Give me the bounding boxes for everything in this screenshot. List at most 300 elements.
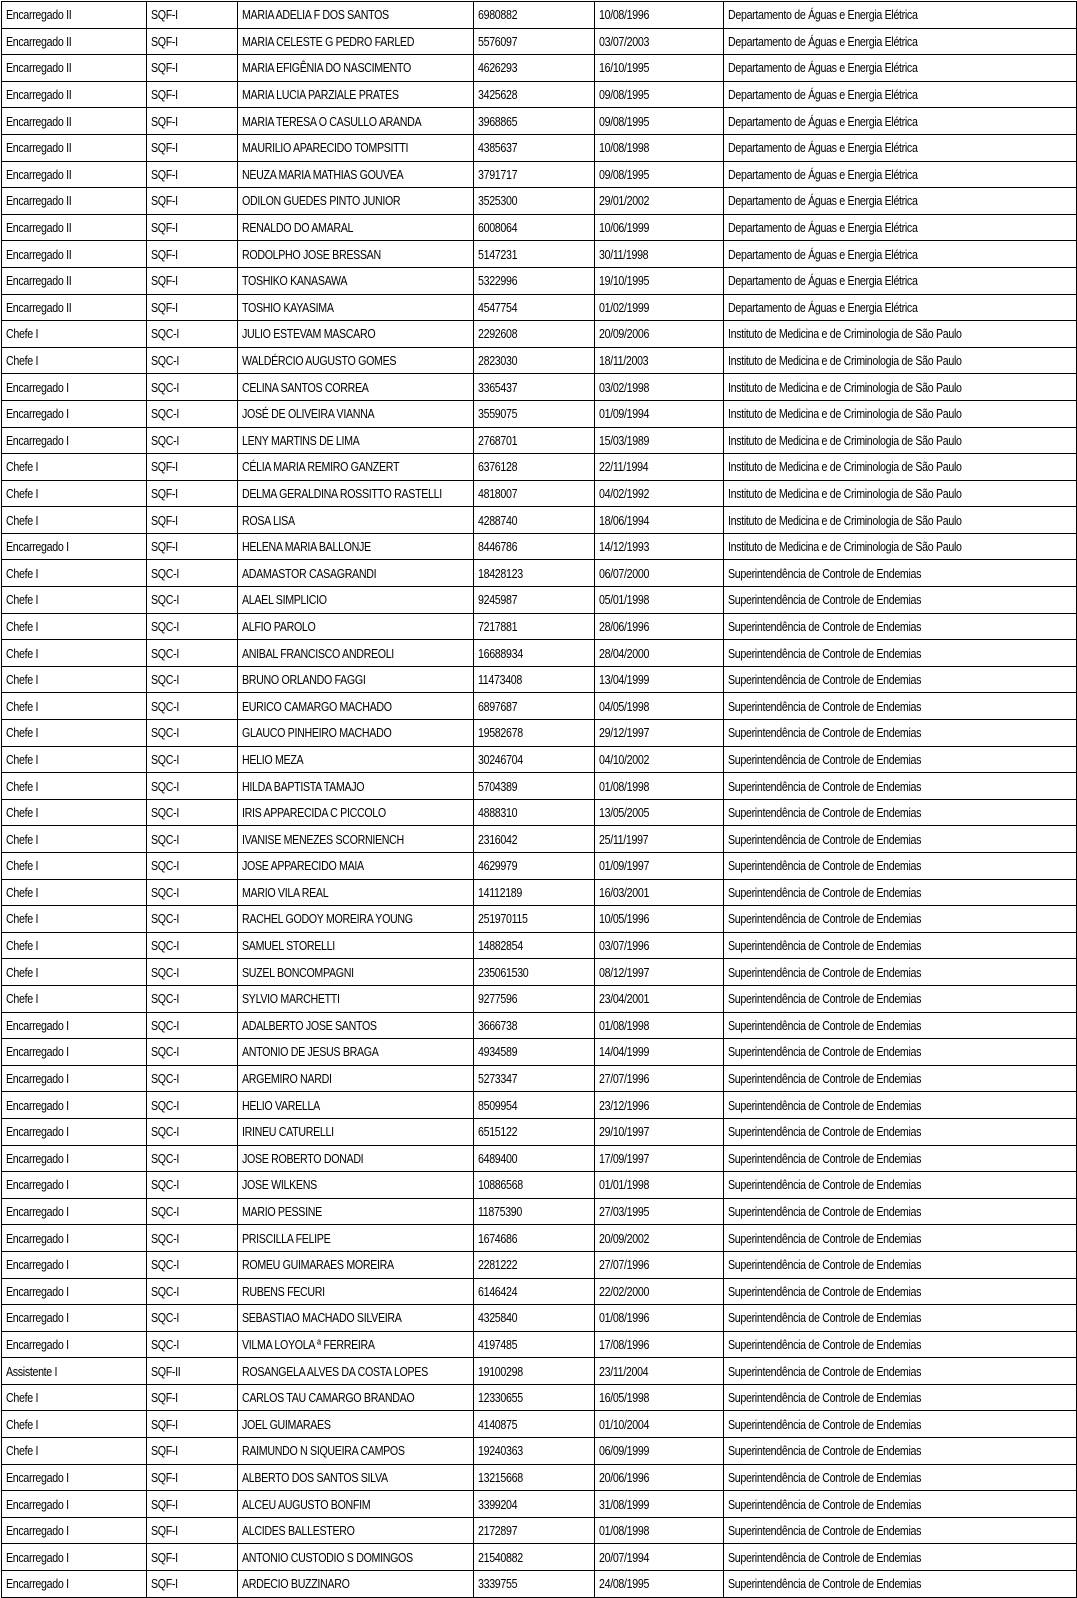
orgao-cell-text: Departamento de Águas e Energia Elétrica — [728, 7, 918, 23]
nome-cell-text: JOSÉ DE OLIVEIRA VIANNA — [242, 406, 375, 422]
data-cell — [595, 1198, 724, 1225]
referencia-cell — [147, 188, 238, 215]
data-cell — [595, 587, 724, 614]
nome-cell — [238, 1491, 474, 1518]
table-row — [2, 587, 1077, 614]
nome-cell — [238, 1544, 474, 1571]
orgao-cell — [724, 560, 1077, 587]
orgao-cell — [724, 427, 1077, 454]
table-row — [2, 1172, 1077, 1199]
referencia-cell — [147, 1517, 238, 1544]
data-cell — [595, 1145, 724, 1172]
rg-cell — [474, 1172, 595, 1199]
referencia-cell-text: SQF-I — [151, 1496, 178, 1512]
orgao-cell — [724, 1225, 1077, 1252]
nome-cell — [238, 879, 474, 906]
orgao-cell-text: Superintendência de Controle de Endemias — [728, 1469, 922, 1485]
rg-cell-text: 18428123 — [478, 565, 523, 581]
cargo-cell — [2, 1278, 147, 1305]
rg-cell — [474, 773, 595, 800]
referencia-cell-text: SQC-I — [151, 1017, 179, 1033]
orgao-cell-text: Instituto de Medicina e de Criminologia de São Paulo — [728, 459, 962, 475]
nome-cell — [238, 959, 474, 986]
cargo-cell — [2, 81, 147, 108]
data-cell-text: 16/03/2001 — [599, 884, 650, 900]
nome-cell — [238, 1065, 474, 1092]
nome-cell-text: IVANISE MENEZES SCORNIENCH — [242, 831, 404, 847]
data-cell — [595, 1039, 724, 1066]
cargo-cell-text: Chefe I — [6, 672, 39, 688]
cargo-cell-text: Chefe I — [6, 485, 39, 501]
table-row — [2, 2, 1077, 29]
data-cell — [595, 1118, 724, 1145]
cargo-cell — [2, 1464, 147, 1491]
referencia-cell-text: SQC-I — [151, 565, 179, 581]
table-row — [2, 826, 1077, 853]
nome-cell — [238, 400, 474, 427]
table-row — [2, 188, 1077, 215]
nome-cell — [238, 1039, 474, 1066]
referencia-cell-text: SQC-I — [151, 1283, 179, 1299]
cargo-cell-text: Chefe I — [6, 512, 39, 528]
orgao-cell-text: Superintendência de Controle de Endemias — [728, 1576, 922, 1592]
nome-cell — [238, 1464, 474, 1491]
orgao-cell-text: Departamento de Águas e Energia Elétrica — [728, 246, 918, 262]
table-row — [2, 1571, 1077, 1598]
referencia-cell-text: SQC-I — [151, 884, 179, 900]
nome-cell — [238, 427, 474, 454]
orgao-cell-text: Superintendência de Controle de Endemias — [728, 1310, 922, 1326]
data-cell — [595, 214, 724, 241]
referencia-cell-text: SQC-I — [151, 1071, 179, 1087]
orgao-cell — [724, 746, 1077, 773]
cargo-cell — [2, 640, 147, 667]
referencia-cell-text: SQC-I — [151, 379, 179, 395]
data-cell-text: 14/04/1999 — [599, 1044, 650, 1060]
data-cell-text: 10/05/1996 — [599, 911, 650, 927]
table-row — [2, 720, 1077, 747]
rg-cell-text: 3666738 — [478, 1017, 518, 1033]
rg-cell — [474, 374, 595, 401]
rg-cell — [474, 1358, 595, 1385]
cargo-cell-text: Encarregado I — [6, 1230, 69, 1246]
data-cell — [595, 906, 724, 933]
referencia-cell — [147, 1305, 238, 1332]
referencia-cell — [147, 55, 238, 82]
orgao-cell-text: Superintendência de Controle de Endemias — [728, 565, 922, 581]
data-cell-text: 13/04/1999 — [599, 672, 650, 688]
referencia-cell — [147, 613, 238, 640]
nome-cell-text: PRISCILLA FELIPE — [242, 1230, 331, 1246]
orgao-cell — [724, 799, 1077, 826]
orgao-cell-text: Superintendência de Controle de Endemias — [728, 1124, 922, 1140]
nome-cell-text: RACHEL GODOY MOREIRA YOUNG — [242, 911, 413, 927]
referencia-cell-text: SQF-I — [151, 7, 178, 23]
referencia-cell-text: SQC-I — [151, 1336, 179, 1352]
rg-cell — [474, 560, 595, 587]
nome-cell — [238, 906, 474, 933]
data-cell — [595, 1278, 724, 1305]
rg-cell-text: 6489400 — [478, 1150, 518, 1166]
data-cell-text: 22/11/1994 — [599, 459, 649, 475]
data-cell — [595, 826, 724, 853]
nome-cell-text: SYLVIO MARCHETTI — [242, 991, 340, 1007]
nome-cell — [238, 108, 474, 135]
orgao-cell — [724, 1464, 1077, 1491]
nome-cell-text: CELINA SANTOS CORREA — [242, 379, 369, 395]
orgao-cell — [724, 55, 1077, 82]
cargo-cell — [2, 427, 147, 454]
referencia-cell-text: SQC-I — [151, 964, 179, 980]
nome-cell-text: SAMUEL STORELLI — [242, 938, 335, 954]
referencia-cell — [147, 1145, 238, 1172]
data-cell — [595, 28, 724, 55]
orgao-cell-text: Instituto de Medicina e de Criminologia de São Paulo — [728, 485, 962, 501]
nome-cell — [238, 1225, 474, 1252]
cargo-cell-text: Chefe I — [6, 858, 39, 874]
data-cell — [595, 374, 724, 401]
referencia-cell-text: SQF-I — [151, 1469, 178, 1485]
nome-cell-text: MARIO VILA REAL — [242, 884, 329, 900]
cargo-cell — [2, 1198, 147, 1225]
orgao-cell — [724, 959, 1077, 986]
table-body — [2, 2, 1077, 1598]
rg-cell — [474, 507, 595, 534]
referencia-cell-text: SQF-I — [151, 60, 178, 76]
referencia-cell-text: SQF-I — [151, 1390, 178, 1406]
nome-cell-text: HELIO MEZA — [242, 751, 304, 767]
rg-cell — [474, 1118, 595, 1145]
referencia-cell-text: SQC-I — [151, 831, 179, 847]
data-cell — [595, 1065, 724, 1092]
rg-cell-text: 6515122 — [478, 1124, 518, 1140]
data-cell-text: 09/08/1995 — [599, 113, 650, 129]
rg-cell — [474, 1039, 595, 1066]
rg-cell — [474, 294, 595, 321]
nome-cell-text: RENALDO DO AMARAL — [242, 220, 354, 236]
cargo-cell-text: Encarregado I — [6, 1150, 69, 1166]
data-cell — [595, 134, 724, 161]
orgao-cell — [724, 267, 1077, 294]
orgao-cell — [724, 1544, 1077, 1571]
rg-cell-text: 21540882 — [478, 1549, 523, 1565]
nome-cell-text: TOSHIO KAYASIMA — [242, 299, 334, 315]
orgao-cell-text: Superintendência de Controle de Endemias — [728, 672, 922, 688]
referencia-cell-text: SQC-I — [151, 1204, 179, 1220]
rg-cell-text: 4547754 — [478, 299, 518, 315]
nome-cell — [238, 188, 474, 215]
rg-cell — [474, 1092, 595, 1119]
nome-cell-text: ROSA LISA — [242, 512, 295, 528]
rg-cell-text: 11473408 — [478, 672, 523, 688]
rg-cell-text: 14882854 — [478, 938, 523, 954]
nome-cell — [238, 347, 474, 374]
nome-cell-text: MARIO PESSINE — [242, 1204, 322, 1220]
data-cell-text: 20/09/2002 — [599, 1230, 650, 1246]
data-cell-text: 18/11/2003 — [599, 353, 649, 369]
rg-cell-text: 12330655 — [478, 1390, 523, 1406]
table-row — [2, 454, 1077, 481]
orgao-cell — [724, 1039, 1077, 1066]
nome-cell-text: CÉLIA MARIA REMIRO GANZERT — [242, 459, 400, 475]
cargo-cell-text: Encarregado I — [6, 1496, 69, 1512]
orgao-cell — [724, 1118, 1077, 1145]
nome-cell-text: HELENA MARIA BALLONJE — [242, 539, 371, 555]
orgao-cell — [724, 294, 1077, 321]
cargo-cell-text: Chefe I — [6, 618, 39, 634]
rg-cell-text: 2281222 — [478, 1257, 518, 1273]
table-row — [2, 799, 1077, 826]
referencia-cell — [147, 161, 238, 188]
rg-cell — [474, 55, 595, 82]
orgao-cell — [724, 693, 1077, 720]
referencia-cell — [147, 640, 238, 667]
orgao-cell-text: Superintendência de Controle de Endemias — [728, 1097, 922, 1113]
rg-cell-text: 5273347 — [478, 1071, 518, 1087]
referencia-cell — [147, 241, 238, 268]
referencia-cell-text: SQF-I — [151, 220, 178, 236]
orgao-cell-text: Superintendência de Controle de Endemias — [728, 1204, 922, 1220]
data-cell — [595, 188, 724, 215]
data-cell — [595, 959, 724, 986]
nome-cell-text: SEBASTIAO MACHADO SILVEIRA — [242, 1310, 402, 1326]
nome-cell — [238, 214, 474, 241]
referencia-cell-text: SQC-I — [151, 326, 179, 342]
data-cell-text: 08/12/1997 — [599, 964, 650, 980]
rg-cell-text: 3365437 — [478, 379, 518, 395]
data-cell — [595, 1438, 724, 1465]
orgao-cell — [724, 1305, 1077, 1332]
rg-cell-text: 2316042 — [478, 831, 518, 847]
data-cell-text: 13/05/2005 — [599, 805, 650, 821]
nome-cell — [238, 1305, 474, 1332]
data-cell — [595, 1384, 724, 1411]
orgao-cell — [724, 321, 1077, 348]
rg-cell-text: 4888310 — [478, 805, 518, 821]
cargo-cell-text: Encarregado I — [6, 1576, 69, 1592]
rg-cell — [474, 1198, 595, 1225]
nome-cell — [238, 1571, 474, 1598]
orgao-cell-text: Superintendência de Controle de Endemias — [728, 1549, 922, 1565]
data-cell-text: 15/03/1989 — [599, 432, 650, 448]
orgao-cell-text: Superintendência de Controle de Endemias — [728, 1230, 922, 1246]
orgao-cell — [724, 1384, 1077, 1411]
cargo-cell-text: Encarregado II — [6, 166, 72, 182]
referencia-cell — [147, 1491, 238, 1518]
data-cell — [595, 108, 724, 135]
table-row — [2, 241, 1077, 268]
table-row — [2, 81, 1077, 108]
orgao-cell-text: Superintendência de Controle de Endemias — [728, 1044, 922, 1060]
nome-cell — [238, 1092, 474, 1119]
referencia-cell-text: SQF-II — [151, 1363, 181, 1379]
data-cell — [595, 1225, 724, 1252]
cargo-cell — [2, 1065, 147, 1092]
orgao-cell-text: Instituto de Medicina e de Criminologia de São Paulo — [728, 353, 962, 369]
orgao-cell — [724, 2, 1077, 29]
cargo-cell — [2, 1251, 147, 1278]
orgao-cell-text: Superintendência de Controle de Endemias — [728, 938, 922, 954]
referencia-cell — [147, 853, 238, 880]
orgao-cell-text: Superintendência de Controle de Endemias — [728, 1496, 922, 1512]
referencia-cell-text: SQC-I — [151, 1257, 179, 1273]
rg-cell-text: 3425628 — [478, 87, 518, 103]
nome-cell — [238, 693, 474, 720]
table-row — [2, 1464, 1077, 1491]
rg-cell-text: 4934589 — [478, 1044, 518, 1060]
nome-cell — [238, 985, 474, 1012]
referencia-cell-text: SQC-I — [151, 858, 179, 874]
nome-cell — [238, 1198, 474, 1225]
orgao-cell — [724, 241, 1077, 268]
referencia-cell — [147, 1384, 238, 1411]
referencia-cell-text: SQC-I — [151, 911, 179, 927]
cargo-cell-text: Encarregado I — [6, 1283, 69, 1299]
cargo-cell-text: Encarregado II — [6, 220, 72, 236]
orgao-cell-text: Superintendência de Controle de Endemias — [728, 1336, 922, 1352]
table-row — [2, 1251, 1077, 1278]
referencia-cell-text: SQF-I — [151, 485, 178, 501]
rg-cell-text: 14112189 — [478, 884, 523, 900]
orgao-cell — [724, 81, 1077, 108]
orgao-cell — [724, 108, 1077, 135]
orgao-cell-text: Superintendência de Controle de Endemias — [728, 1257, 922, 1273]
table-row — [2, 427, 1077, 454]
orgao-cell-text: Superintendência de Controle de Endemias — [728, 1390, 922, 1406]
orgao-cell — [724, 666, 1077, 693]
rg-cell-text: 4325840 — [478, 1310, 518, 1326]
rg-cell — [474, 1571, 595, 1598]
referencia-cell-text: SQF-I — [151, 1416, 178, 1432]
data-cell-text: 06/07/2000 — [599, 565, 650, 581]
orgao-cell — [724, 1092, 1077, 1119]
data-cell-text: 16/10/1995 — [599, 60, 650, 76]
referencia-cell-text: SQC-I — [151, 991, 179, 1007]
nome-cell — [238, 799, 474, 826]
referencia-cell-text: SQF-I — [151, 33, 178, 49]
table-row — [2, 480, 1077, 507]
data-cell-text: 14/12/1993 — [599, 539, 650, 555]
data-cell-text: 27/07/1996 — [599, 1071, 650, 1087]
data-cell-text: 29/12/1997 — [599, 725, 650, 741]
table-row — [2, 693, 1077, 720]
orgao-cell-text: Superintendência de Controle de Endemias — [728, 1523, 922, 1539]
referencia-cell — [147, 267, 238, 294]
rg-cell-text: 4818007 — [478, 485, 518, 501]
cargo-cell-text: Encarregado I — [6, 539, 69, 555]
rg-cell — [474, 321, 595, 348]
data-cell — [595, 321, 724, 348]
nome-cell-text: WALDÉRCIO AUGUSTO GOMES — [242, 353, 397, 369]
orgao-cell — [724, 773, 1077, 800]
referencia-cell-text: SQC-I — [151, 1230, 179, 1246]
rg-cell — [474, 161, 595, 188]
data-cell — [595, 560, 724, 587]
orgao-cell — [724, 932, 1077, 959]
data-cell-text: 06/09/1999 — [599, 1443, 650, 1459]
cargo-cell-text: Encarregado I — [6, 1071, 69, 1087]
cargo-cell — [2, 347, 147, 374]
cargo-cell-text: Chefe I — [6, 911, 39, 927]
rg-cell — [474, 28, 595, 55]
cargo-cell — [2, 134, 147, 161]
cargo-cell — [2, 587, 147, 614]
rg-cell-text: 7217881 — [478, 618, 518, 634]
nome-cell-text: VILMA LOYOLA ª FERREIRA — [242, 1336, 375, 1352]
orgao-cell-text: Departamento de Águas e Energia Elétrica — [728, 113, 918, 129]
rg-cell — [474, 666, 595, 693]
cargo-cell — [2, 533, 147, 560]
orgao-cell-text: Superintendência de Controle de Endemias — [728, 911, 922, 927]
cargo-cell-text: Encarregado I — [6, 1336, 69, 1352]
cargo-cell-text: Chefe I — [6, 326, 39, 342]
referencia-cell-text: SQC-I — [151, 938, 179, 954]
rg-cell-text: 8509954 — [478, 1097, 518, 1113]
nome-cell — [238, 55, 474, 82]
nome-cell-text: ODILON GUEDES PINTO JUNIOR — [242, 193, 401, 209]
data-cell-text: 20/06/1996 — [599, 1469, 650, 1485]
rg-cell-text: 3559075 — [478, 406, 518, 422]
data-cell — [595, 2, 724, 29]
rg-cell — [474, 613, 595, 640]
data-cell — [595, 1172, 724, 1199]
rg-cell — [474, 587, 595, 614]
cargo-cell-text: Encarregado I — [6, 406, 69, 422]
rg-cell — [474, 188, 595, 215]
cargo-cell — [2, 1544, 147, 1571]
referencia-cell — [147, 1039, 238, 1066]
referencia-cell — [147, 985, 238, 1012]
cargo-cell-text: Encarregado I — [6, 1124, 69, 1140]
nome-cell — [238, 480, 474, 507]
cargo-cell — [2, 1384, 147, 1411]
table-row — [2, 507, 1077, 534]
orgao-cell — [724, 1172, 1077, 1199]
data-cell-text: 01/08/1998 — [599, 778, 650, 794]
rg-cell-text: 19100298 — [478, 1363, 523, 1379]
cargo-cell — [2, 693, 147, 720]
rg-cell — [474, 241, 595, 268]
nome-cell — [238, 267, 474, 294]
referencia-cell — [147, 693, 238, 720]
referencia-cell — [147, 666, 238, 693]
nome-cell-text: RODOLPHO JOSE BRESSAN — [242, 246, 381, 262]
table-row — [2, 1065, 1077, 1092]
orgao-cell — [724, 1571, 1077, 1598]
nome-cell-text: JOSE WILKENS — [242, 1177, 317, 1193]
cargo-cell-text: Encarregado II — [6, 193, 72, 209]
table-row — [2, 1438, 1077, 1465]
rg-cell-text: 11875390 — [478, 1204, 523, 1220]
referencia-cell — [147, 1438, 238, 1465]
data-cell-text: 17/09/1997 — [599, 1150, 650, 1166]
data-cell-text: 25/11/1997 — [599, 831, 649, 847]
nome-cell-text: HILDA BAPTISTA TAMAJO — [242, 778, 365, 794]
cargo-cell — [2, 799, 147, 826]
cargo-cell — [2, 932, 147, 959]
data-cell-text: 27/03/1995 — [599, 1204, 650, 1220]
cargo-cell-text: Chefe I — [6, 1416, 39, 1432]
referencia-cell-text: SQC-I — [151, 1124, 179, 1140]
nome-cell-text: ANTONIO DE JESUS BRAGA — [242, 1044, 379, 1060]
personnel-table — [1, 1, 1077, 1598]
nome-cell — [238, 533, 474, 560]
nome-cell-text: ALCEU AUGUSTO BONFIM — [242, 1496, 371, 1512]
rg-cell — [474, 693, 595, 720]
cargo-cell — [2, 1092, 147, 1119]
cargo-cell-text: Encarregado I — [6, 1523, 69, 1539]
orgao-cell — [724, 134, 1077, 161]
